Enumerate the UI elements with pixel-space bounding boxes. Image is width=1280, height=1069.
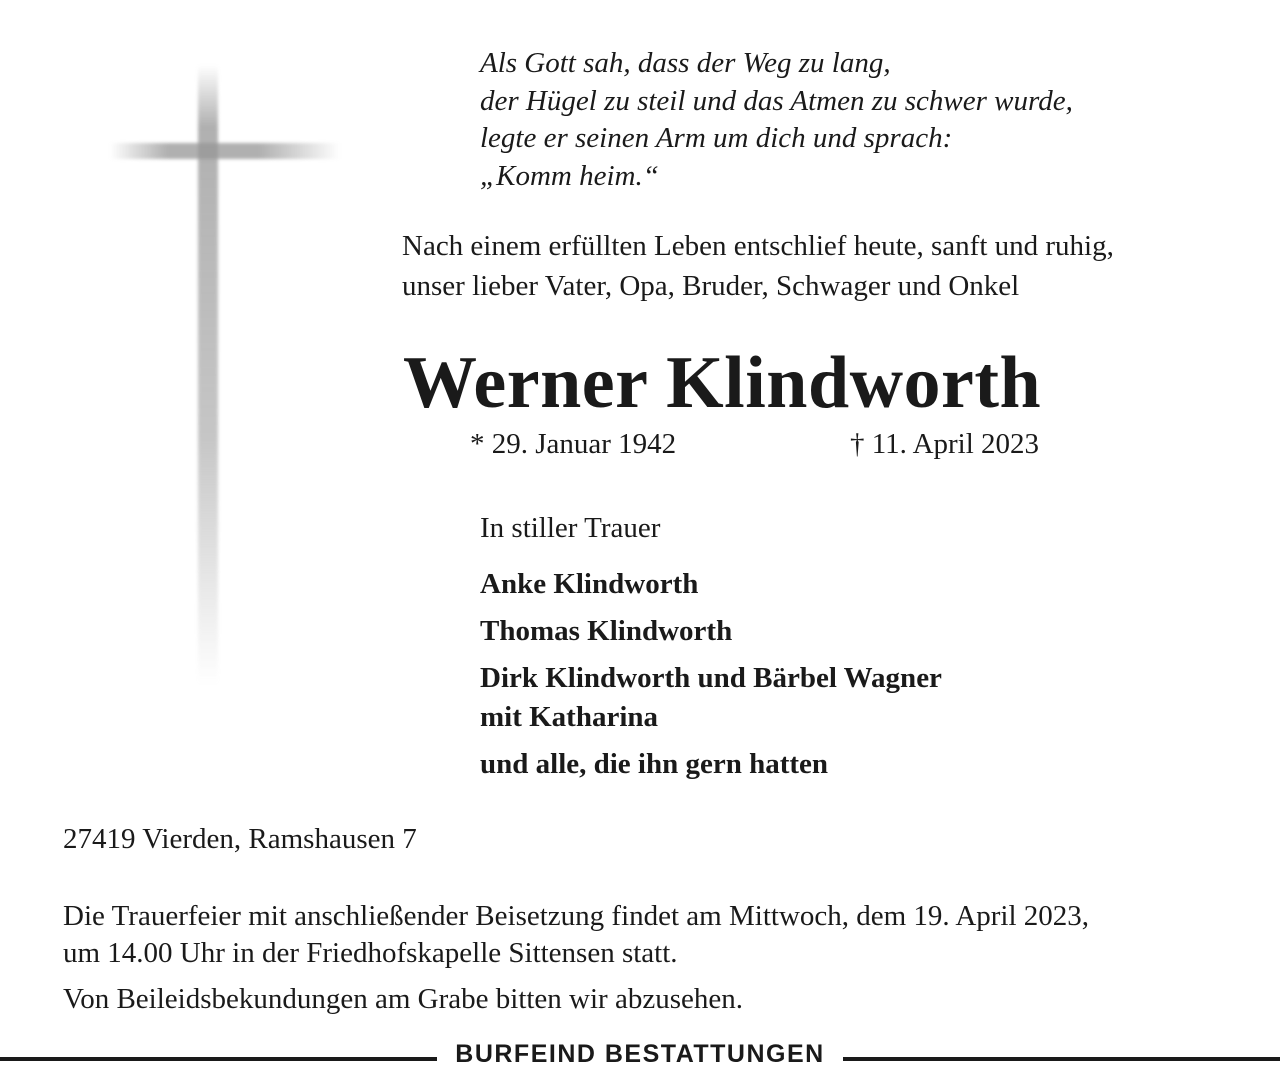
intro-text bbox=[402, 226, 1262, 306]
mourner: Dirk Klindworth und Bärbel Wagner bbox=[480, 662, 942, 694]
poem-line: Als Gott sah, dass der Weg zu lang, bbox=[480, 47, 891, 79]
poem bbox=[480, 45, 1240, 195]
mourner: Thomas Klindworth bbox=[480, 615, 733, 647]
cross-horizontal-beam bbox=[110, 143, 340, 159]
mourner: und alle, die ihn gern hatten bbox=[480, 748, 829, 780]
poem-line: der Hügel zu steil und das Atmen zu schwer wurde, bbox=[480, 84, 1073, 117]
mourner: mit Katharina bbox=[480, 701, 659, 733]
intro-line: unser lieber Vater, Opa, Bruder, Schwager und Onkel bbox=[402, 270, 1020, 302]
intro-line: Nach einem erfüllten Leben entschlief heute, sanft und ruhig, bbox=[402, 230, 1114, 262]
mourner: Anke Klindworth bbox=[480, 568, 699, 600]
funeral-home-brand: BURFEIND BESTATTUNGEN bbox=[455, 1040, 825, 1068]
deceased-name: Werner Klindworth bbox=[403, 342, 1042, 424]
ceremony-line: um 14.00 Uhr in der Friedhofskapelle Sittensen statt. bbox=[63, 937, 678, 969]
footer-rule-right bbox=[843, 1057, 1280, 1061]
death-date: † 11. April 2023 bbox=[850, 428, 1040, 460]
poem-line: „Komm heim.“ bbox=[480, 159, 659, 192]
ceremony-line: Die Trauerfeier mit anschließender Beisetzung findet am Mittwoch, dem 19. April 2023, bbox=[63, 900, 1090, 932]
poem-line: legte er seinen Arm um dich und sprach: bbox=[480, 122, 953, 154]
address: 27419 Vierden, Ramshausen 7 bbox=[63, 823, 417, 855]
condolence-request: Von Beileidsbekundungen am Grabe bitten wir abzusehen. bbox=[63, 983, 743, 1015]
ceremony-info bbox=[63, 898, 1243, 972]
mourning-intro: In stiller Trauer bbox=[480, 512, 661, 544]
footer-rule-left bbox=[0, 1057, 437, 1061]
birth-date: * 29. Januar 1942 bbox=[470, 428, 677, 460]
cross-icon bbox=[90, 55, 350, 695]
